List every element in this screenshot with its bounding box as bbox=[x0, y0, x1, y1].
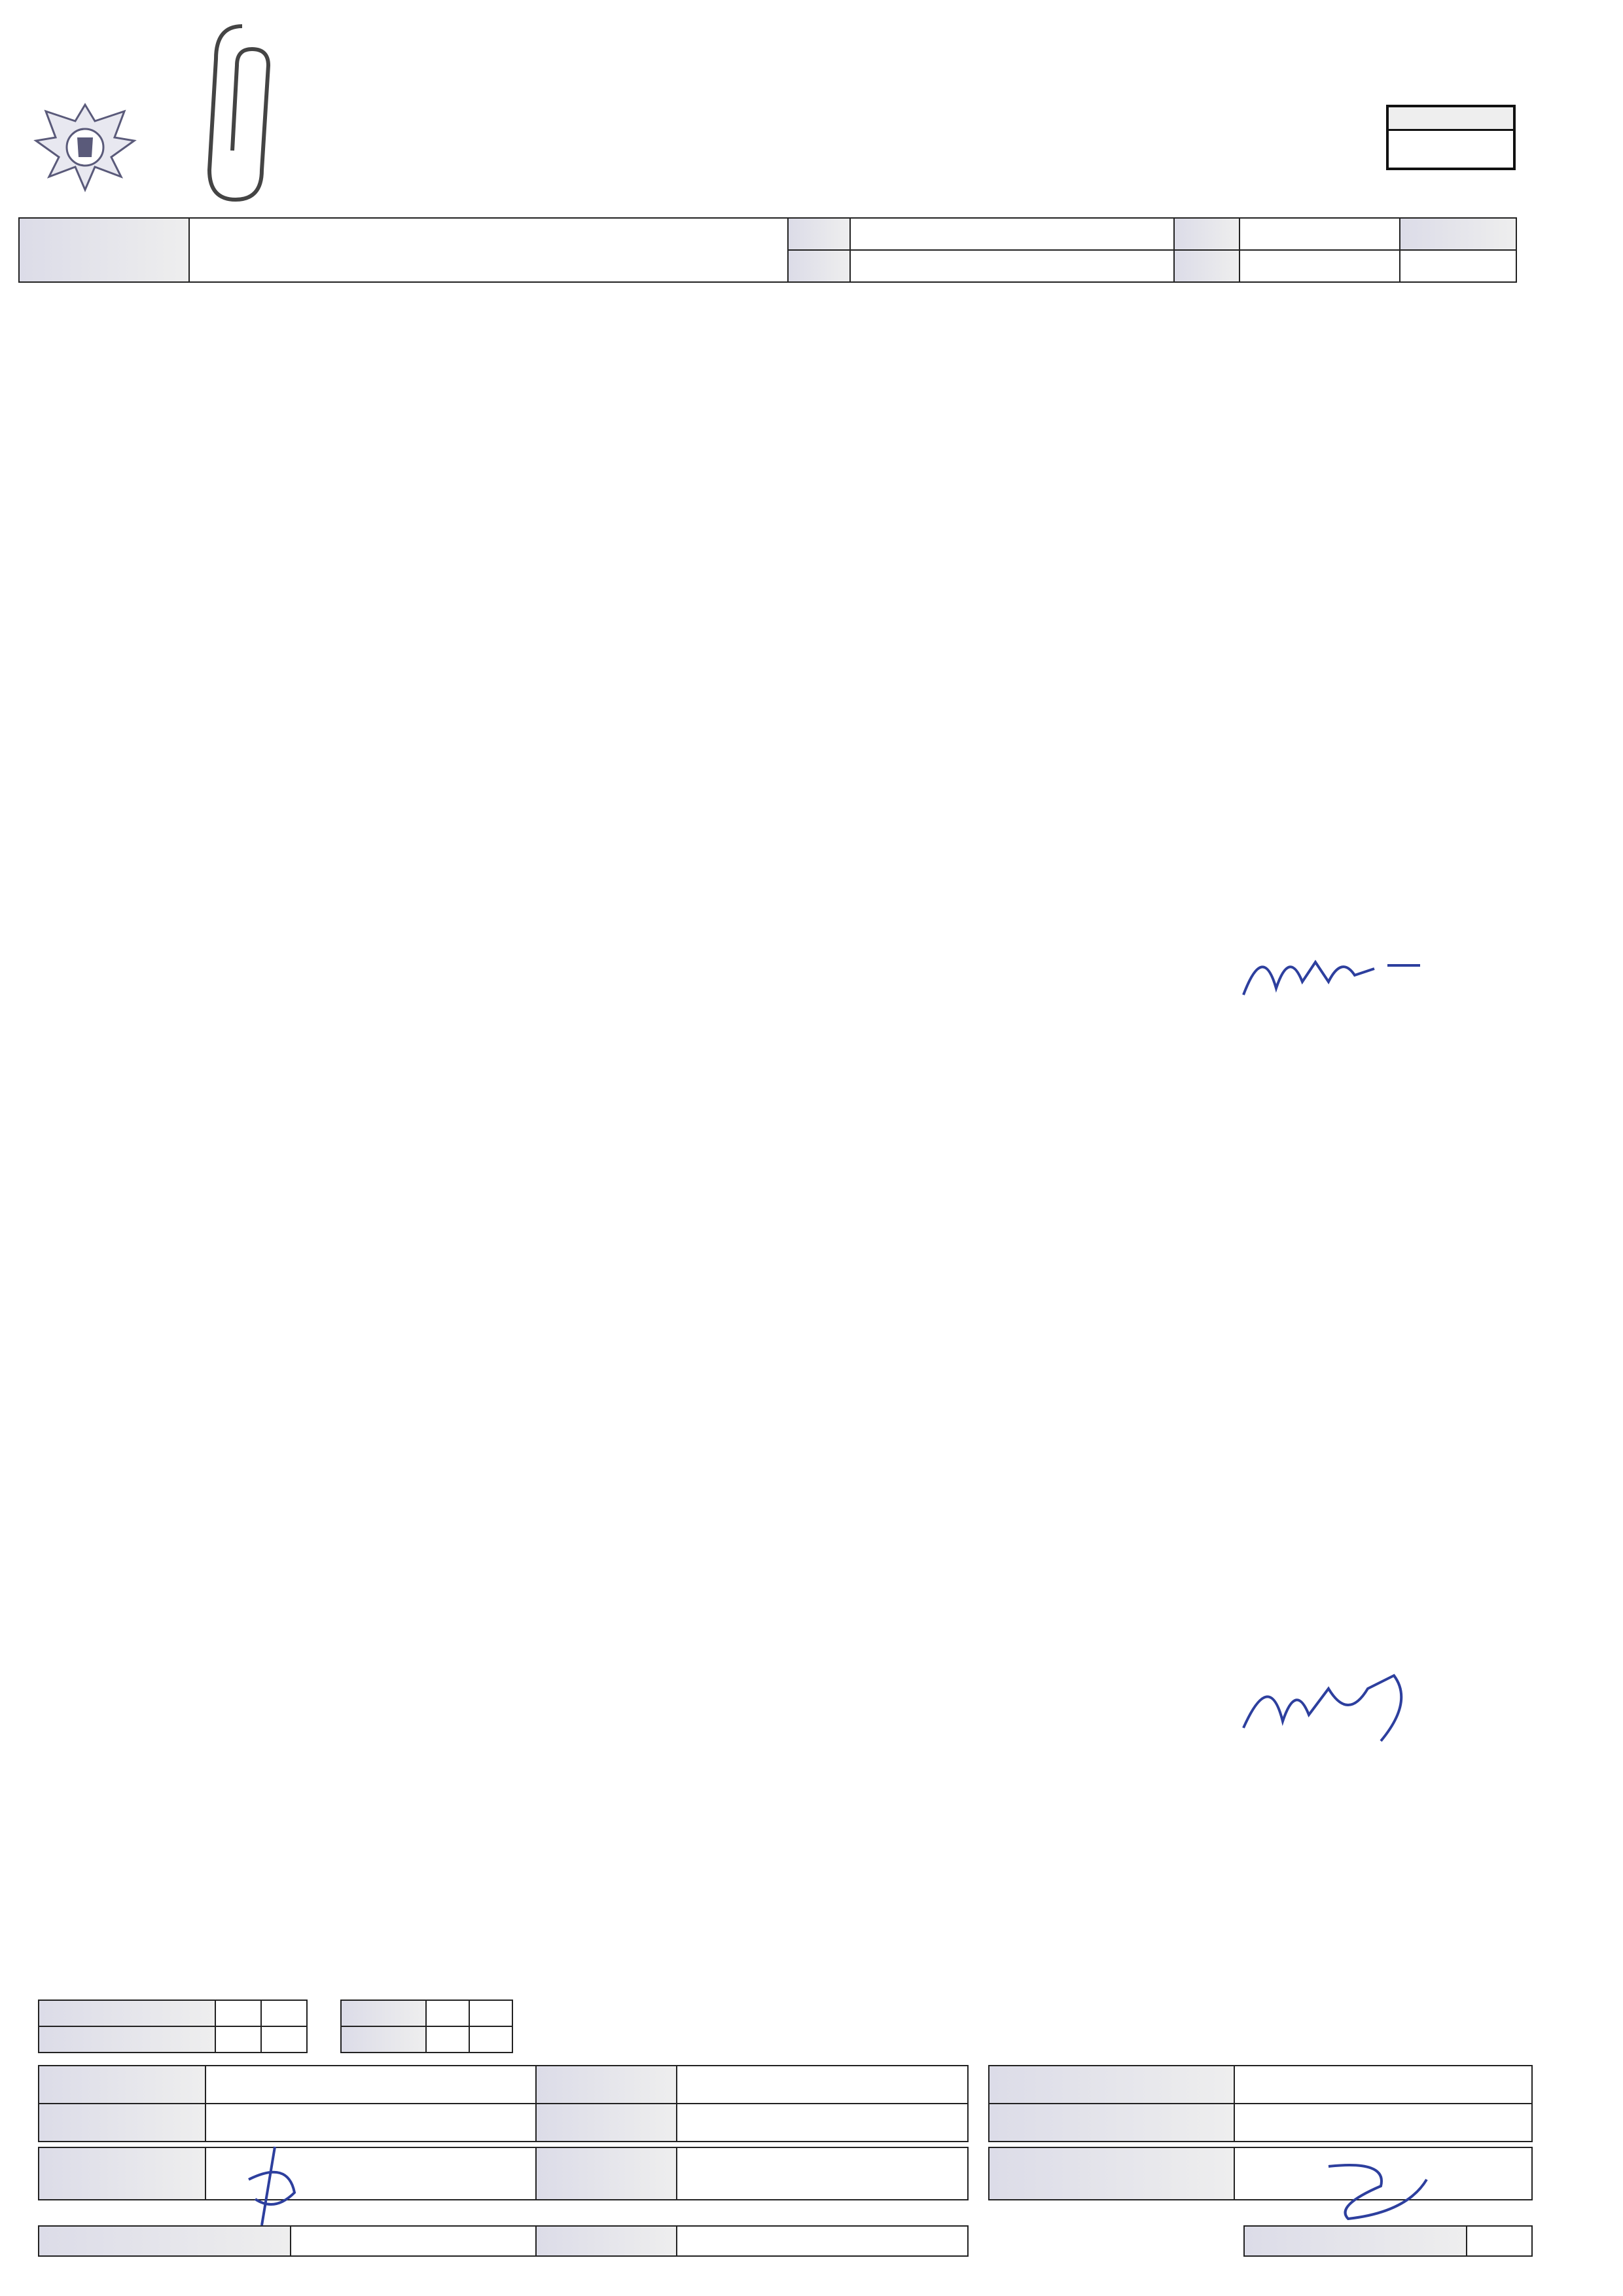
secretary-signature bbox=[1309, 2153, 1440, 2225]
match-end-h bbox=[215, 2026, 261, 2053]
time-label bbox=[1174, 250, 1240, 282]
main-referee-2 bbox=[205, 2104, 536, 2142]
notes-table bbox=[1243, 2225, 1533, 2257]
arena-label bbox=[788, 250, 850, 282]
notes-label bbox=[1244, 2226, 1467, 2256]
sig-secretary-label bbox=[989, 2147, 1234, 2200]
sig-main-referee-2-label bbox=[536, 2147, 677, 2200]
linesman-2-label bbox=[536, 2104, 677, 2142]
inspector-value bbox=[1234, 2066, 1532, 2104]
timeout-a-label bbox=[341, 2000, 426, 2026]
city-label bbox=[788, 218, 850, 250]
arena-value bbox=[850, 250, 1174, 282]
linesman-1 bbox=[677, 2066, 968, 2104]
timeout-a-m bbox=[426, 2000, 469, 2026]
match-info-table bbox=[18, 217, 1517, 283]
match-start-label bbox=[39, 2000, 215, 2026]
inspector-table bbox=[988, 2065, 1533, 2142]
linesman-2 bbox=[677, 2104, 968, 2142]
team-b-signature bbox=[1230, 1662, 1440, 1748]
date-value bbox=[1240, 218, 1400, 250]
main-referee-1-label bbox=[39, 2066, 205, 2104]
competition-name bbox=[189, 218, 788, 282]
timeout-b-label bbox=[341, 2026, 426, 2053]
city-value bbox=[850, 218, 1174, 250]
paper-clip bbox=[196, 20, 314, 209]
match-number-label bbox=[1389, 107, 1513, 131]
notes-value bbox=[1467, 2226, 1532, 2256]
spectators-label bbox=[1400, 218, 1516, 250]
match-end-m bbox=[261, 2026, 307, 2053]
fhr-eagle-logo bbox=[20, 92, 151, 203]
officials-table bbox=[38, 2065, 969, 2142]
timeout-a-s bbox=[469, 2000, 512, 2026]
main-referee-1 bbox=[205, 2066, 536, 2104]
timeout-table bbox=[340, 2000, 513, 2053]
sig-main-referee-label bbox=[39, 2147, 205, 2200]
spectators-value bbox=[1400, 250, 1516, 282]
match-time-table bbox=[38, 2000, 308, 2053]
main-referee-2-label bbox=[39, 2104, 205, 2142]
match-start-m bbox=[261, 2000, 307, 2026]
team-a-signature bbox=[1230, 936, 1427, 1008]
match-end-label bbox=[39, 2026, 215, 2053]
match-start-h bbox=[215, 2000, 261, 2026]
timeout-b-s bbox=[469, 2026, 512, 2053]
linesman-1-label bbox=[536, 2066, 677, 2104]
comp-judge-sign-label bbox=[536, 2226, 677, 2256]
competition-label bbox=[19, 218, 189, 282]
match-number-box bbox=[1386, 105, 1516, 170]
date-label bbox=[1174, 218, 1240, 250]
inspector-label bbox=[989, 2066, 1234, 2104]
secretary-value bbox=[1234, 2104, 1532, 2142]
signatures-table bbox=[38, 2147, 969, 2200]
competition-judge-table bbox=[38, 2225, 969, 2257]
main-referee-signature bbox=[236, 2140, 334, 2232]
secretary-label bbox=[989, 2104, 1234, 2142]
time-value bbox=[1240, 250, 1400, 282]
sig-secretary-table bbox=[988, 2147, 1533, 2200]
timeout-b-m bbox=[426, 2026, 469, 2053]
